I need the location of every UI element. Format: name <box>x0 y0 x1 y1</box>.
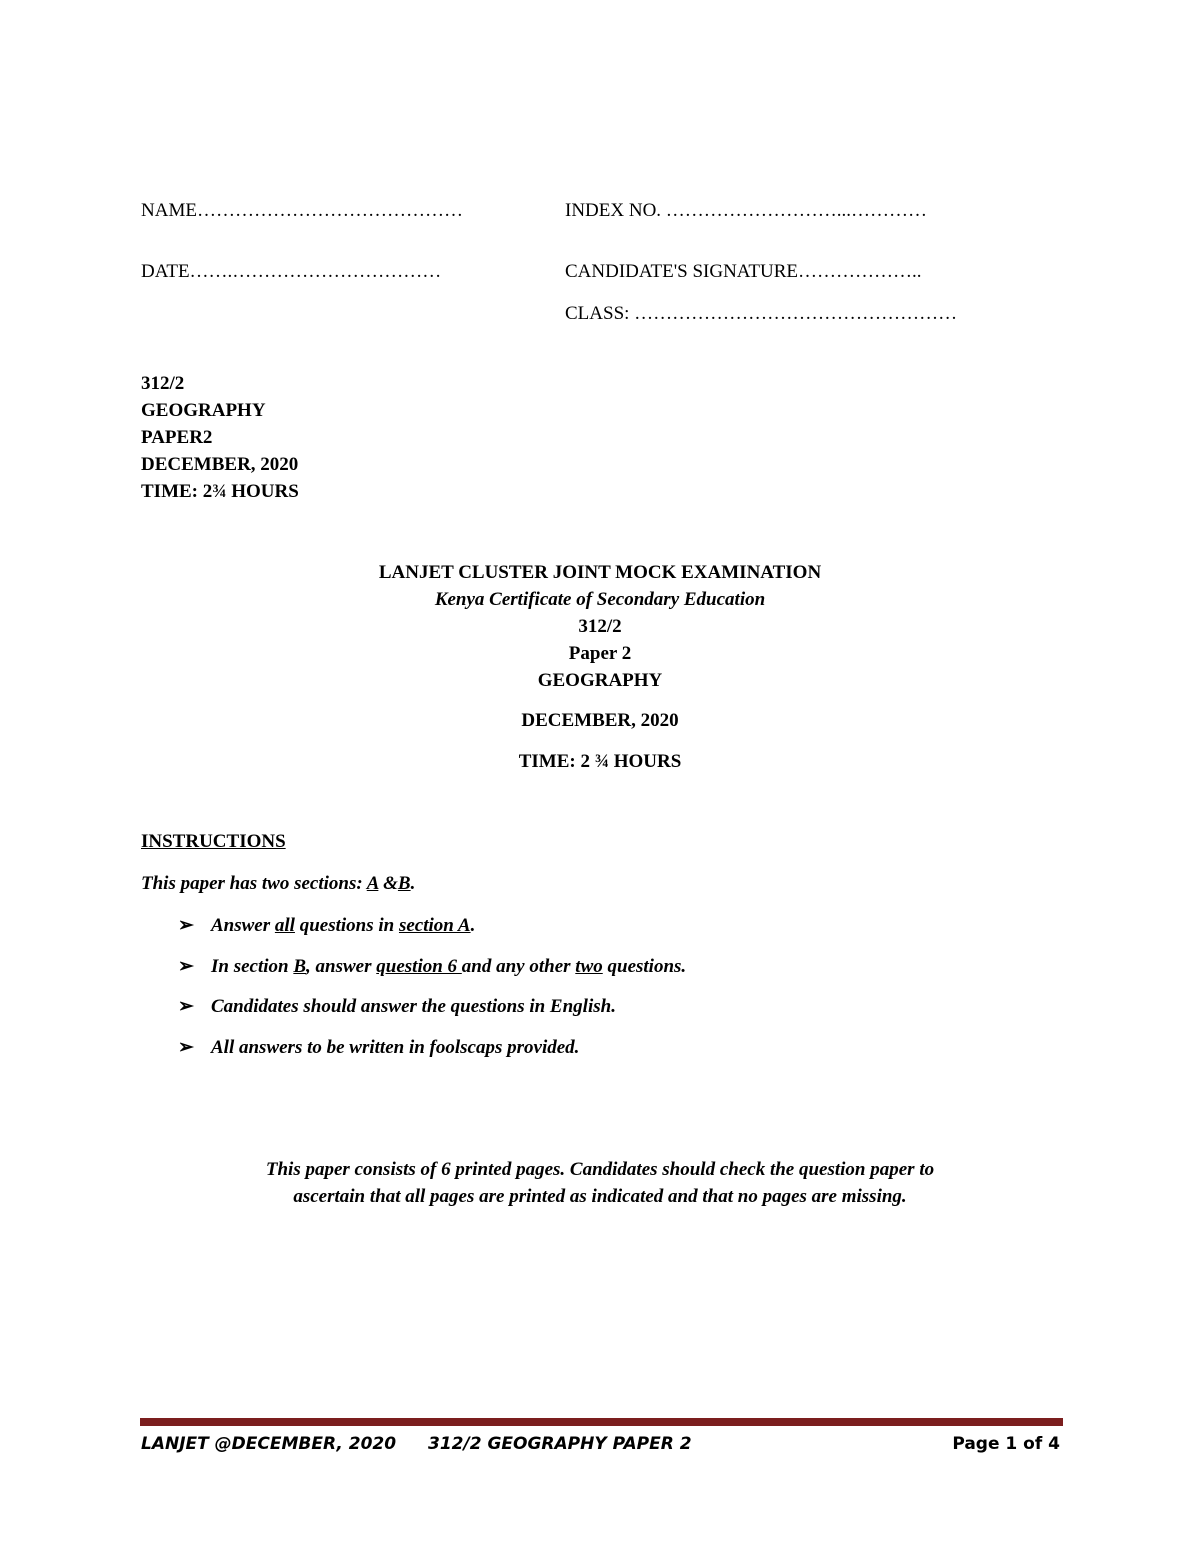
class-field: CLASS: …………………………………………… <box>565 303 958 324</box>
paper-number: PAPER2 <box>141 427 213 448</box>
name-field: NAME…………………………………… <box>141 200 463 221</box>
paper-meta-block <box>141 370 299 505</box>
footer-rule <box>140 1418 1063 1426</box>
exam-paper: Paper 2 <box>568 643 632 664</box>
paper-date: DECEMBER, 2020 <box>141 454 299 475</box>
arrow-bullet-icon: ➢ <box>178 1037 194 1058</box>
footer-left: LANJET @DECEMBER, 2020 <box>141 1434 397 1454</box>
exam-subject: GEOGRAPHY <box>537 670 663 691</box>
arrow-bullet-icon: ➢ <box>178 956 194 977</box>
page-count-note: This paper consists of 6 printed pages. Candidates should check the question paper to ascertain that all pages are printed as indicated and that no pages are missing. <box>265 1159 935 1207</box>
paper-subject: GEOGRAPHY <box>141 400 266 421</box>
exam-code: 312/2 <box>578 616 622 637</box>
paper-code: 312/2 <box>141 373 185 394</box>
instructions-intro: This paper has two sections: A &B. <box>141 873 416 894</box>
date-field: DATE…….…………………………… <box>141 261 442 282</box>
certificate-name: Kenya Certificate of Secondary Education <box>434 589 766 610</box>
instruction-item: ➢ In section B, answer question 6 and any other two questions. <box>178 956 687 977</box>
arrow-bullet-icon: ➢ <box>178 996 194 1017</box>
instruction-item: ➢ Answer all questions in section A. <box>178 915 476 936</box>
instructions-heading: INSTRUCTIONS <box>141 831 286 852</box>
exam-time: TIME: 2 ¾ HOURS <box>518 751 682 772</box>
paper-time: TIME: 2¾ HOURS <box>141 481 299 502</box>
arrow-bullet-icon: ➢ <box>178 915 194 936</box>
exam-date: DECEMBER, 2020 <box>521 710 679 731</box>
index-no-field: INDEX NO. ………………………...………… <box>565 200 928 221</box>
instruction-item: ➢ All answers to be written in foolscaps provided. <box>178 1037 580 1058</box>
page-number: Page 1 of 4 <box>952 1434 1060 1454</box>
exam-title: LANJET CLUSTER JOINT MOCK EXAMINATION <box>378 562 822 583</box>
footer-middle: 312/2 GEOGRAPHY PAPER 2 <box>428 1434 692 1454</box>
candidate-signature-field: CANDIDATE'S SIGNATURE……………….. <box>565 261 922 282</box>
instruction-item: ➢ Candidates should answer the questions in English. <box>178 996 616 1017</box>
